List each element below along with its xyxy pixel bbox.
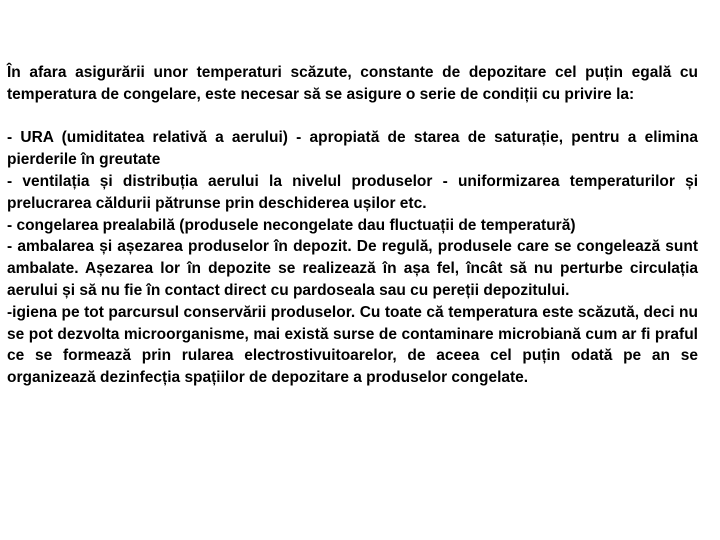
text-block [7, 62, 698, 389]
list-item-prefreezing: - congelarea prealabilă (produsele necongelate dau fluctuații de temperatură) [7, 216, 576, 234]
list-item-ventilation: - ventilația și distribuția aerului la nivelul produselor - uniformizarea temperaturilor și prelucrarea căldurii pătrunse prin deschiderea ușilor etc. [7, 172, 698, 212]
list-item-packaging: - ambalarea și așezarea produselor în depozit. De regulă, produsele care se congelează sunt ambalate. Așezarea lor în depozite se realizează în așa fel, încât să nu perturbe circulația aerului și să nu fie în contact direct cu pardoseala sau cu pereții depozitului. [7, 238, 698, 299]
intro-paragraph: În afara asigurării unor temperaturi scăzute, constante de depozitare cel puțin egală cu temperatura de congelare, este necesar să se asigure o serie de condiții cu privire la: [7, 64, 698, 103]
list-item-humidity: - URA (umiditatea relativă a aerului) - apropiată de starea de saturație, pentru a elimina pierderile în greutate [7, 129, 698, 169]
list-item-hygiene: -igiena pe tot parcursul conservării produselor. Cu toate că temperatura este scăzută, deci nu se pot dezvolta microorganisme, mai există surse de contaminare microbiană cum ar fi praful ce se formează prin rularea electrostivuitoarelor, de aceea cel puțin odată pe an se organizează dezinfecția spațiilor de depozitare a produselor congelate. [7, 303, 698, 387]
